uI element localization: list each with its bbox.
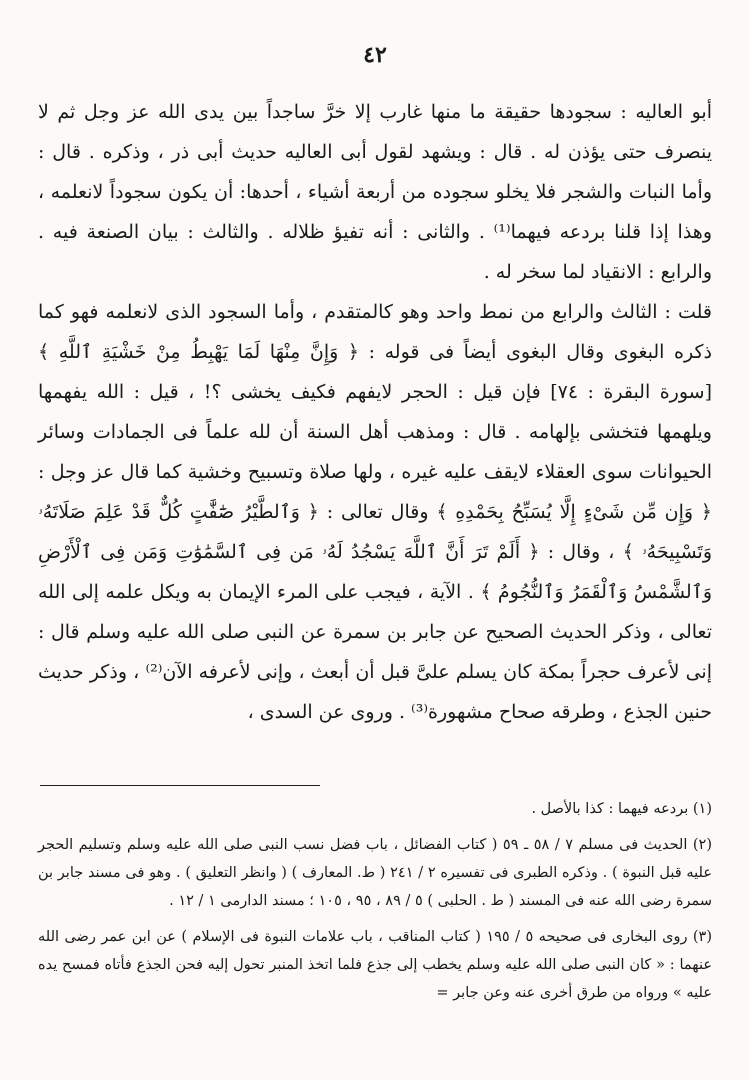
main-text [38, 92, 712, 732]
footnote-divider [40, 785, 320, 786]
page-number: ٤٢ [363, 42, 387, 68]
footnote-1: (١) بردعه فيهما : كذا بالأصل . [531, 801, 712, 817]
paragraph-2: قلت : الثالث والرابع من نمط واحد وهو كالمتقدم ، وأما السجود الذى لانعلمه فهو كما ذكره البغوى وقال البغوى أيضاً فى قوله : ﴿ وَإِنَّ مِنْهَا لَمَا يَهْبِطُ مِنْ خَشْيَةِ ٱللَّهِ ﴾ [سورة البقرة : ٧٤] فإن قيل : الحجر لايفهم فكيف يخشى ؟! ، قيل : الله يفهمها ويلهمها فتخشى بإلهامه . قال : ومذهب أهل السنة أن لله علماً فى الجمادات وسائر الحيوانات سوى العقلاء لايقف عليه غيره ، ولها صلاة وتسبيح وخشية كما قال عز وجل : ﴿ وَإِن مِّن شَىْءٍ إِلَّا يُسَبِّحُ بِحَمْدِهِ ﴾ وقال تعالى : ﴿ وَٱلطَّيْرُ صَٰٓفَّٰتٍ كُلٌّ قَدْ عَلِمَ صَلَاتَهُۥ وَتَسْبِيحَهُۥ ﴾ ، وقال : ﴿ أَلَمْ تَرَ أَنَّ ٱللَّهَ يَسْجُدُ لَهُۥ مَن فِى ٱلسَّمَٰوَٰتِ وَمَن فِى ٱلْأَرْضِ وَٱلشَّمْسُ وَٱلْقَمَرُ وَٱلنُّجُومُ ﴾ . الآية ، فيجب على المرء الإيمان به ويكل علمه إلى الله تعالى ، وذكر الحديث الصحيح عن جابر بن سمرة عن النبى صلى الله عليه وسلم قال : إنى لأعرف حجراً بمكة كان يسلم علىَّ قبل أن أبعث ، وإنى لأعرفه الآن⁽²⁾ ، وذكر حديث حنين الجذع ، وطرقه صحاح مشهورة⁽³⁾ . وروى عن السدى ، [38, 301, 712, 723]
footnotes [38, 795, 712, 1015]
paragraph-1: أبو العاليه : سجودها حقيقة ما منها غارب إلا خرَّ ساجداً بين يدى الله عز وجل ثم لا ينصرف حتى يؤذن له . قال : ويشهد لقول أبى العاليه حديث أبى ذر ، وذكره . قال : وأما النبات والشجر فلا يخلو سجوده من أربعة أشياء ، أحدها: أن يكون سجوداً لانعلمه ، وهذا إذا قلنا بردعه فيهما⁽¹⁾ . والثانى : أنه تفيؤ ظلاله . والثالث : بيان الصنعة فيه . والرابع : الانقياد لما سخر له . [38, 101, 712, 283]
footnote-2: (٢) الحديث فى مسلم ٧ / ٥٨ ـ ٥٩ ( كتاب الفضائل ، باب فضل نسب النبى صلى الله عليه وسلم وتسليم الحجر عليه قبل النبوة ) . وذكره الطبرى فى تفسيره ٢ / ٢٤١ ( ط. المعارف ) ( وانظر التعليق ) . وهو فى مسند جابر بن سمرة رضى الله عنه فى المسند ( ط . الحلبى ) ٥ / ٨٩ ، ٩٥ ، ١٠٥ ؛ مسند الدارمى ١ / ١٢ . [38, 837, 713, 909]
footnote-3: (٣) روى البخارى فى صحيحه ٥ / ١٩٥ ( كتاب المناقب ، باب علامات النبوة فى الإسلام ) عن ابن عمر رضى الله عنهما : « كان النبى صلى الله عليه وسلم يخطب إلى جذع فلما اتخذ المنبر تحول إليه فحن الجذع فأتاه فمسح يده عليه » ورواه من طرق أخرى عنه وعن جابر = [38, 929, 712, 1001]
